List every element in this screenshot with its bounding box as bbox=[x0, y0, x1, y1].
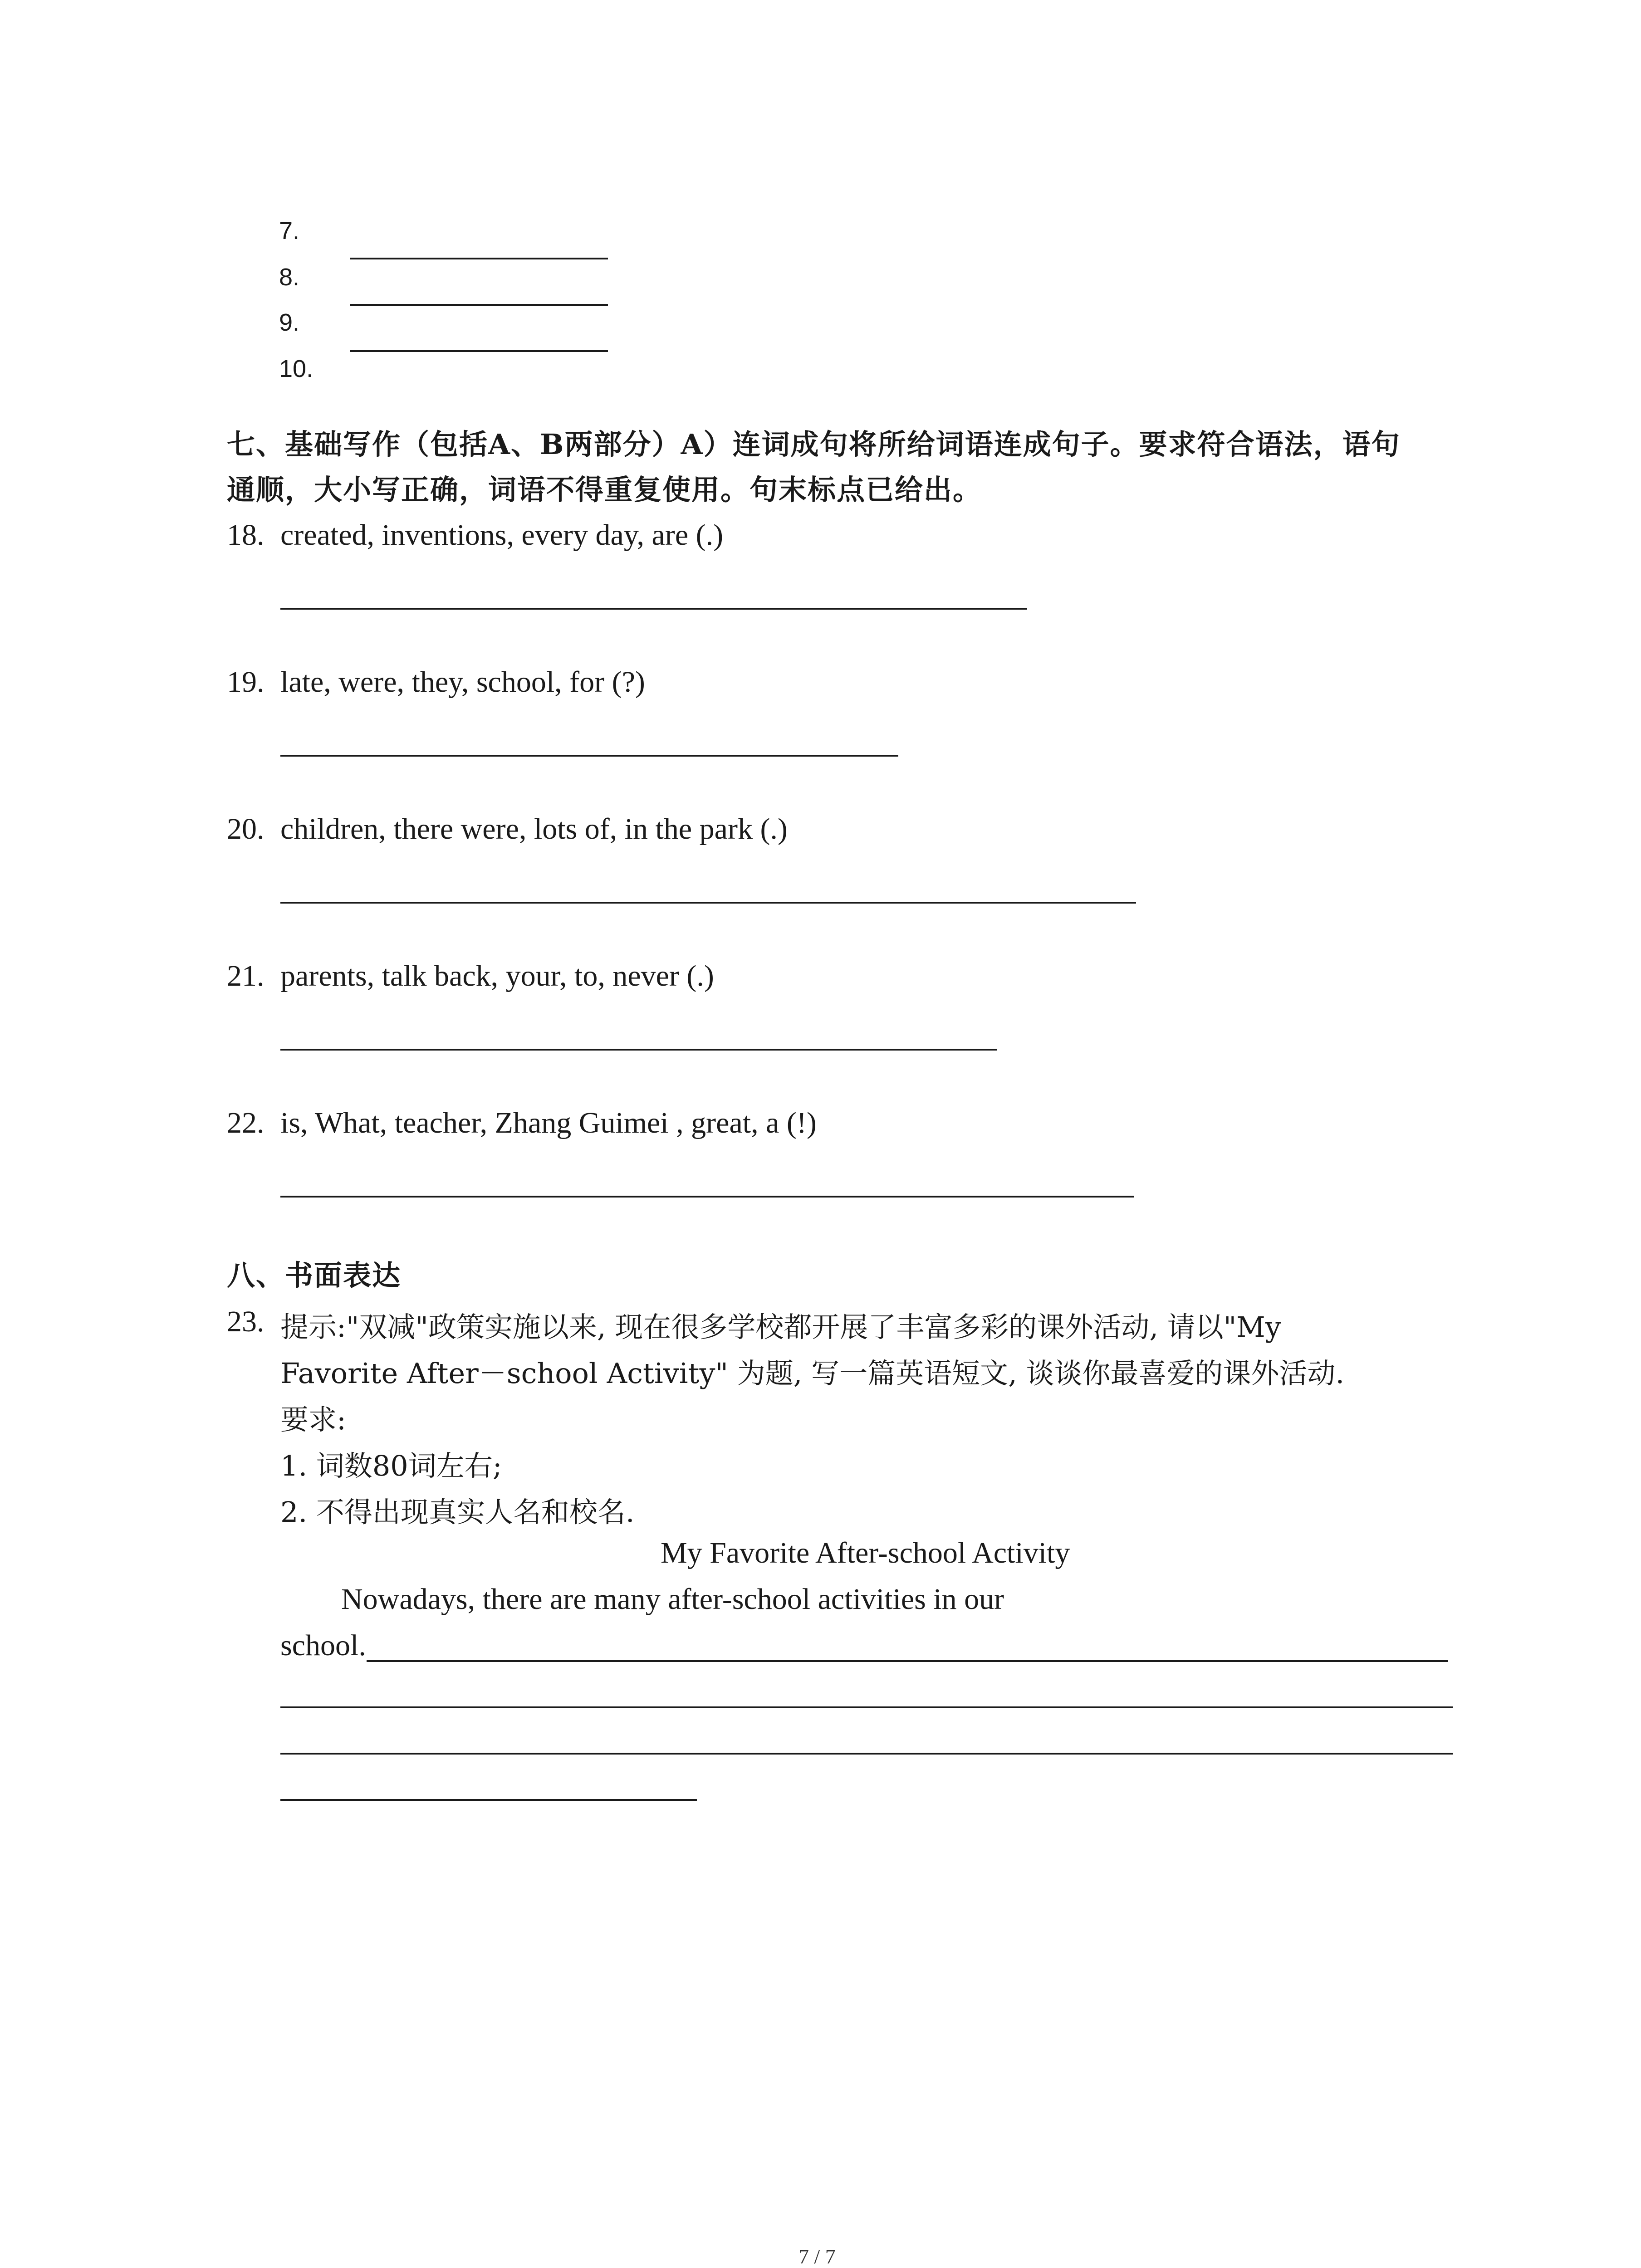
page-number: 7 / 7 bbox=[798, 2245, 836, 2268]
requirement-1: 1. 词数80词左右; bbox=[280, 1449, 502, 1482]
question-number-21: 21. bbox=[227, 959, 265, 992]
question-text-19: late, were, they, school, for (?) bbox=[280, 665, 645, 699]
answer-line-8[interactable] bbox=[350, 304, 608, 306]
essay-line-1[interactable] bbox=[367, 1660, 1448, 1662]
answer-line-7[interactable] bbox=[350, 258, 608, 259]
writing-prompt-line-1: 提示:"双减"政策实施以来, 现在很多学校都开展了丰富多彩的课外活动, 请以"My bbox=[280, 1310, 1281, 1344]
answer-line-22[interactable] bbox=[280, 1196, 1134, 1198]
question-text-21: parents, talk back, your, to, never (.) bbox=[280, 959, 714, 992]
question-number-20: 20. bbox=[227, 812, 265, 846]
blank-number-10: 10. bbox=[279, 355, 314, 382]
blank-number-9: 9. bbox=[279, 309, 300, 336]
essay-title: My Favorite After-school Activity bbox=[661, 1536, 1070, 1569]
section-8-heading: 八、书面表达 bbox=[227, 1259, 402, 1292]
question-number-18: 18. bbox=[227, 518, 265, 552]
answer-line-20[interactable] bbox=[280, 902, 1136, 904]
essay-line-2[interactable] bbox=[280, 1706, 1453, 1708]
answer-line-18[interactable] bbox=[280, 608, 1027, 610]
requirement-2: 2. 不得出现真实人名和校名. bbox=[280, 1496, 635, 1529]
requirements-label: 要求: bbox=[280, 1403, 346, 1436]
question-number-19: 19. bbox=[227, 665, 265, 699]
essay-school-word: school. bbox=[280, 1629, 366, 1662]
blank-number-7: 7. bbox=[279, 217, 300, 244]
question-text-18: created, inventions, every day, are (.) bbox=[280, 518, 724, 552]
answer-line-9[interactable] bbox=[350, 350, 608, 352]
section-7-heading-line-2: 通顺，大小写正确，词语不得重复使用。句末标点已给出。 bbox=[227, 473, 982, 506]
writing-prompt-line-2: Favorite After－school Activity" 为题, 写一篇英语短文, 谈谈你最喜爱的课外活动. bbox=[280, 1357, 1345, 1390]
answer-line-19[interactable] bbox=[280, 755, 898, 757]
question-text-22: is, What, teacher, Zhang Guimei , great, a (!) bbox=[280, 1106, 817, 1139]
blank-number-8: 8. bbox=[279, 264, 300, 291]
question-number-23: 23. bbox=[227, 1305, 265, 1338]
section-7-heading-line-1: 七、基础写作（包括A、B两部分）A）连词成句将所给词语连成句子。要求符合语法，语句 bbox=[227, 428, 1401, 461]
essay-line-4[interactable] bbox=[280, 1799, 697, 1801]
question-number-22: 22. bbox=[227, 1106, 265, 1139]
essay-line-3[interactable] bbox=[280, 1753, 1453, 1755]
answer-line-21[interactable] bbox=[280, 1049, 997, 1051]
essay-opening: Nowadays, there are many after-school activities in our bbox=[341, 1583, 1004, 1616]
question-text-20: children, there were, lots of, in the park (.) bbox=[280, 812, 788, 846]
